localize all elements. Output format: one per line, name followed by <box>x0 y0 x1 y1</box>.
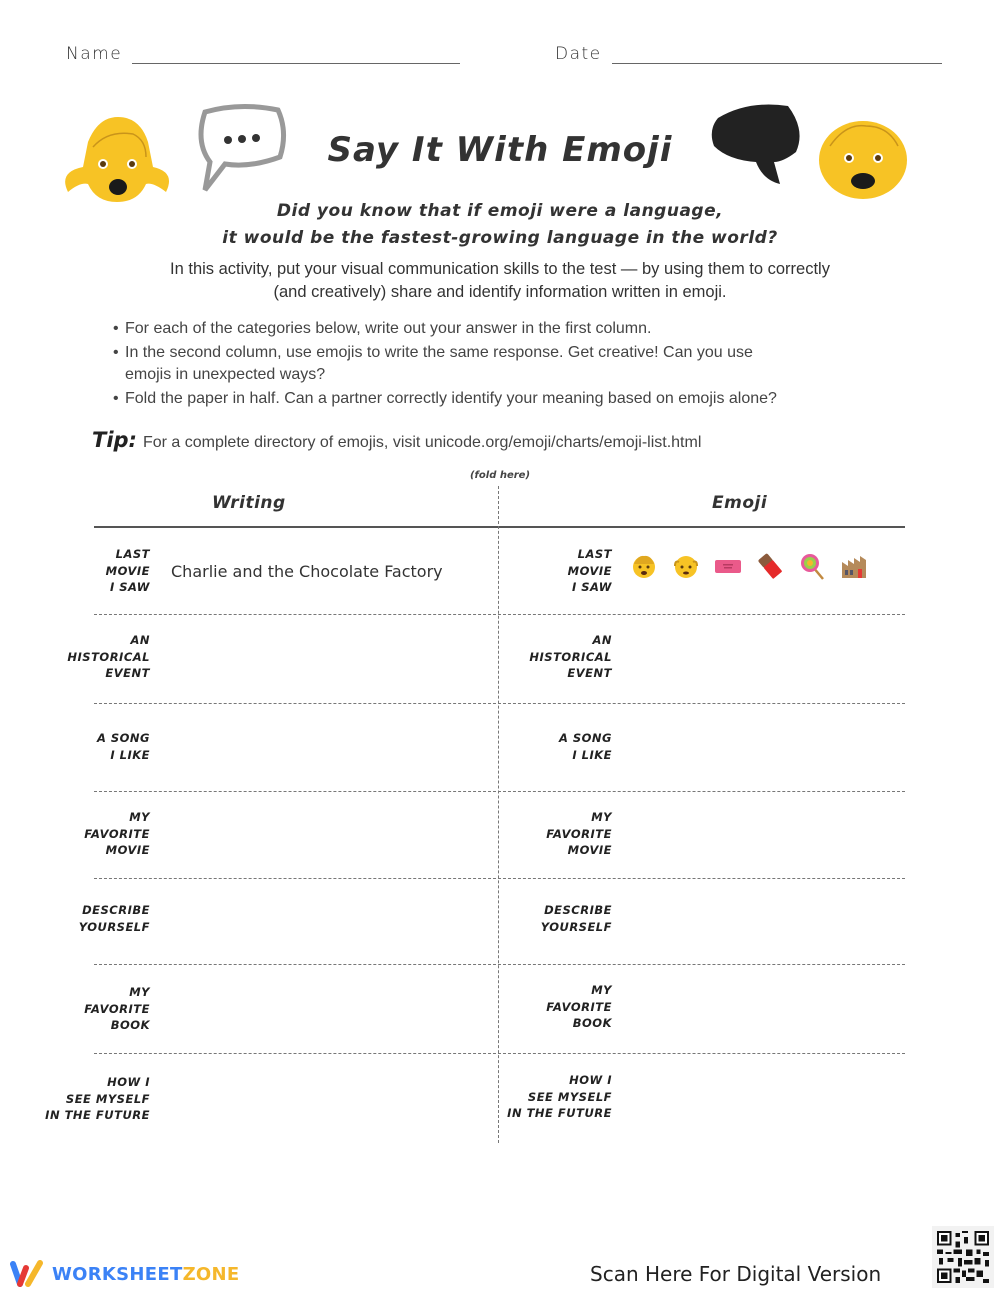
factory-emoji-icon <box>840 552 868 580</box>
subtitle-line-2: it would be the fastest-growing language in the world? <box>222 228 778 248</box>
table-row <box>94 705 905 793</box>
column-header-writing: Writing <box>212 493 286 513</box>
table-row <box>84 966 905 1054</box>
name-input-line[interactable] <box>132 48 460 64</box>
instruction-item: • In the second column, use emojis to write the same response. Get creative! Can you use emojis in unexpected ways? <box>113 342 803 386</box>
writing-answer[interactable] <box>171 735 471 765</box>
tip-label: Tip: <box>92 428 137 452</box>
writing-answer[interactable] <box>171 910 471 940</box>
name-field[interactable] <box>66 44 460 64</box>
emoji-answer[interactable] <box>630 996 890 1026</box>
name-label: Name <box>66 44 123 64</box>
category-label: HOW I SEE MYSELF IN THE FUTURE <box>45 1075 150 1122</box>
intro-line-2: (and creatively) share and identify information written in emoji. <box>273 283 727 301</box>
intro-paragraph <box>100 258 900 304</box>
subtitle-line-1: Did you know that if emoji were a language, <box>276 201 724 221</box>
category-label: HOW I SEE MYSELF IN THE FUTURE <box>507 1073 612 1120</box>
table-row <box>78 880 905 966</box>
ticket-emoji-icon <box>714 552 742 580</box>
emoji-worksheet-table <box>45 488 905 1143</box>
emoji-answer[interactable] <box>630 735 890 765</box>
table-row <box>84 793 905 881</box>
category-label: MY FAVORITE MOVIE <box>84 810 150 857</box>
date-label: Date <box>555 44 602 64</box>
category-label: LAST MOVIE I SAW <box>105 547 150 594</box>
fold-here-label: (fold here) <box>469 470 531 481</box>
writing-answer[interactable] <box>171 1085 471 1115</box>
chocolate-bar-emoji-icon <box>756 552 784 580</box>
emoji-answer[interactable] <box>630 552 868 580</box>
instructions-list <box>113 318 893 412</box>
worksheet-zone-logo-icon <box>10 1260 46 1288</box>
scan-digital-version-text: Scan Here For Digital Version <box>590 1262 882 1286</box>
category-label: LAST MOVIE I SAW <box>567 547 612 594</box>
row-divider <box>94 791 905 792</box>
category-label: MY FAVORITE BOOK <box>546 983 612 1030</box>
category-label: DESCRIBE YOURSELF <box>78 903 150 934</box>
row-divider <box>94 964 905 965</box>
column-header-emoji: Emoji <box>712 493 768 513</box>
category-label: AN HISTORICAL EVENT <box>67 633 150 680</box>
category-label: MY FAVORITE MOVIE <box>546 810 612 857</box>
writing-answer[interactable] <box>171 996 471 1026</box>
boy-face-emoji-icon <box>630 552 658 580</box>
category-label: MY FAVORITE BOOK <box>84 985 150 1032</box>
instruction-item: • Fold the paper in half. Can a partner correctly identify your meaning based on emojis alone? <box>113 388 893 410</box>
emoji-answer[interactable] <box>630 823 890 853</box>
category-label: DESCRIBE YOURSELF <box>540 903 612 934</box>
emoji-answer[interactable] <box>630 910 890 940</box>
lollipop-emoji-icon <box>798 552 826 580</box>
writing-answer[interactable] <box>171 646 471 676</box>
date-field[interactable] <box>555 44 942 64</box>
tip <box>92 428 912 452</box>
category-label: AN HISTORICAL EVENT <box>529 633 612 680</box>
date-input-line[interactable] <box>612 48 942 64</box>
subtitle <box>0 198 1000 252</box>
category-label: A SONG I LIKE <box>96 731 150 762</box>
worksheet-zone-logo[interactable] <box>10 1260 240 1288</box>
logo-text: WORKSHEETZONE <box>52 1263 240 1285</box>
writing-answer[interactable]: Charlie and the Chocolate Factory <box>171 562 443 581</box>
tip-text: For a complete directory of emojis, visit unicode.org/emoji/charts/emoji-list.html <box>142 434 702 451</box>
old-man-emoji-icon <box>672 552 700 580</box>
row-divider <box>94 703 905 704</box>
page-title: Say It With Emoji <box>327 130 673 170</box>
emoji-answer[interactable] <box>630 646 890 676</box>
table-row <box>67 616 905 704</box>
writing-answer[interactable] <box>171 823 471 853</box>
intro-line-1: In this activity, put your visual communication skills to the test — by using them to correctly <box>170 260 830 278</box>
qr-code-icon[interactable] <box>932 1226 994 1288</box>
table-row <box>45 1055 905 1143</box>
row-divider <box>94 878 905 879</box>
row-divider <box>94 614 905 615</box>
emoji-answer[interactable] <box>630 1085 890 1115</box>
name-date-header <box>66 44 938 68</box>
row-divider <box>94 1053 905 1054</box>
table-row <box>94 528 905 614</box>
category-label: A SONG I LIKE <box>558 731 612 762</box>
instruction-item: • For each of the categories below, write out your answer in the first column. <box>113 318 893 340</box>
